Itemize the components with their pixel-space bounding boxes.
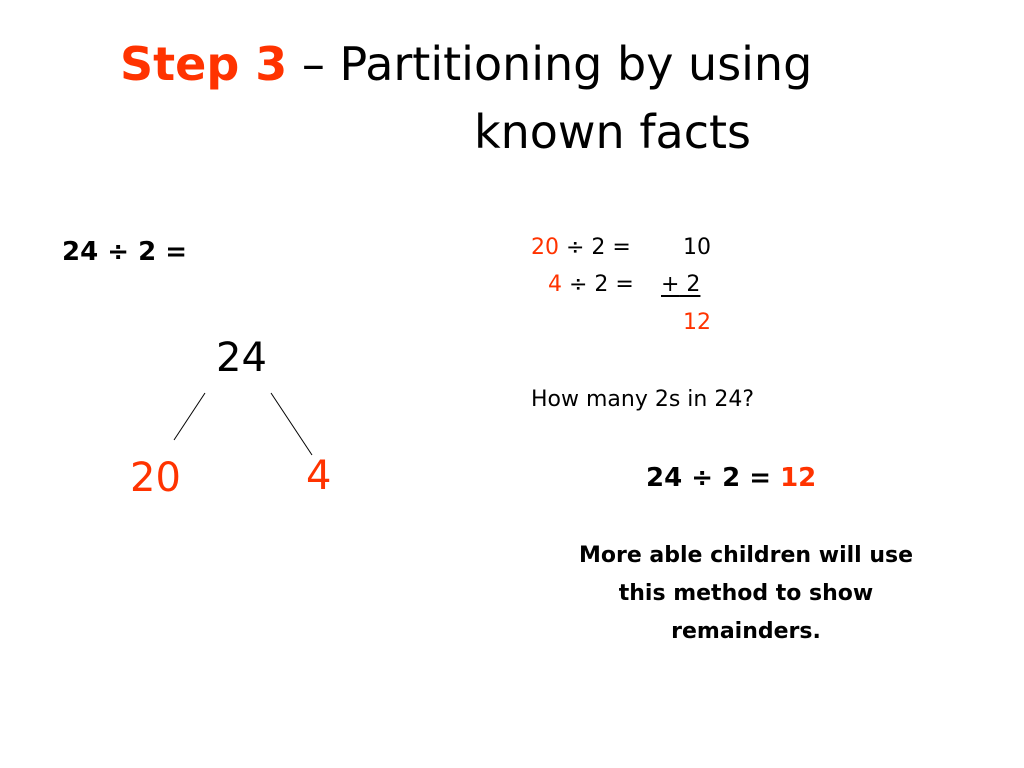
calc-row-1 bbox=[531, 233, 631, 263]
slide-title-line-2: known facts bbox=[474, 105, 752, 159]
tree-right-part: 4 bbox=[306, 453, 332, 499]
division-problem: 24 ÷ 2 = bbox=[62, 237, 187, 267]
question-text: How many 2s in 24? bbox=[531, 387, 755, 412]
title-dash: – bbox=[287, 37, 340, 91]
calc-row-1-operation: ÷ 2 = bbox=[559, 235, 631, 260]
tree-left-part: 20 bbox=[130, 455, 181, 501]
calc-row-2-result bbox=[661, 270, 700, 300]
tree-root-number: 24 bbox=[216, 335, 267, 381]
calc-row-2-value: 2 bbox=[679, 272, 701, 297]
title-text-line-1: Partitioning by using bbox=[339, 37, 813, 91]
calc-row-2-operation: ÷ 2 = bbox=[562, 272, 634, 297]
calc-row-1-operand: 20 bbox=[531, 235, 559, 260]
answer-value: 12 bbox=[780, 463, 817, 493]
calc-row-1-result: 10 bbox=[683, 235, 711, 260]
calc-row-2 bbox=[548, 270, 634, 300]
tree-branch-left bbox=[174, 393, 205, 440]
step-label: Step 3 bbox=[120, 37, 288, 91]
tree-branch-right bbox=[271, 393, 312, 455]
teacher-note: More able children will use this method to show remainders. bbox=[578, 543, 914, 644]
answer-expression: 24 ÷ 2 = bbox=[646, 463, 781, 493]
final-answer bbox=[646, 460, 816, 496]
calc-total: 12 bbox=[683, 310, 711, 335]
calc-row-2-operand: 4 bbox=[548, 272, 562, 297]
plus-sign: + bbox=[661, 272, 680, 297]
